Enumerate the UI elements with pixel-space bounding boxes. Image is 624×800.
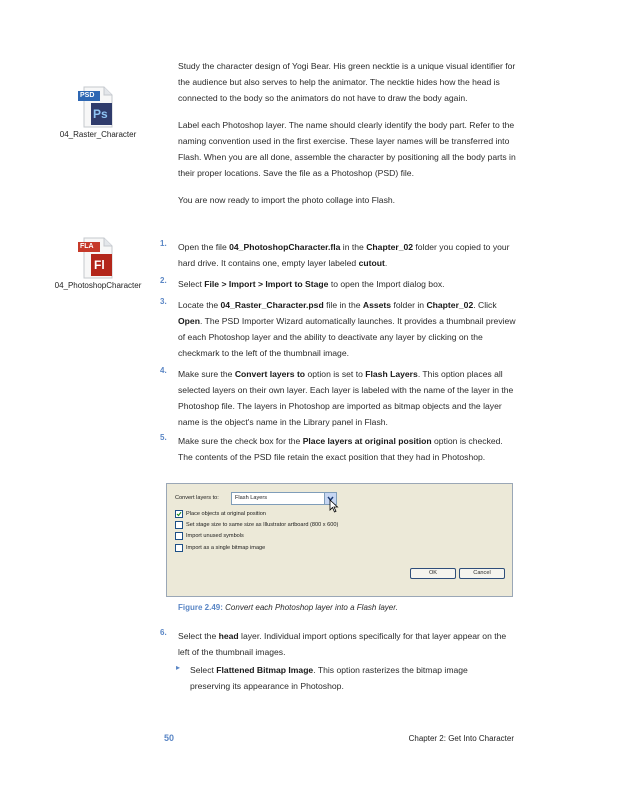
figure-caption [178,603,518,612]
step-number: 4. [160,366,167,375]
step-text: Locate the 04_Raster_Character.psd file in the Assets folder in Chapter_02. Click Open. The PSD Importer Wizard automatically launches. It provides a thumbnail preview of each Photoshop layer and the ability to deactivate any layer by clicking on the checkmark to the left of the thumbnail image. [178,300,516,358]
page-number: 50 [164,733,175,743]
option-single-bitmap[interactable] [175,544,475,553]
convert-layers-select[interactable] [231,492,337,505]
step-text: Make sure the check box for the Place layers at original position option is checked. The contents of the PSD file retain the exact position that they had in Photoshop. [178,436,503,462]
step-5 [160,433,518,465]
step-number: 6. [160,628,167,637]
step-1 [160,239,518,271]
option-label: Import as a single bitmap image [186,545,266,551]
bullet-marker: ▸ [176,663,181,672]
checkbox-unchecked[interactable] [175,544,183,552]
body-column [178,58,518,208]
fl-glyph: Fl [94,258,105,272]
option-label: Place objects at original position [186,511,266,517]
fla-badge: FLA [80,243,94,250]
step-6 [160,628,518,660]
cancel-button[interactable]: Cancel [459,568,505,579]
convert-layers-label: Convert layers to: [175,495,219,501]
photoshop-file-icon [78,86,116,128]
option-set-stage-size[interactable] [175,521,475,530]
chapter-title: Chapter 2: Get Into Character [408,734,514,743]
intro-paragraph-3: You are now ready to import the photo collage into Flash. [178,195,396,205]
intro-paragraph-2: Label each Photoshop layer. The name should clearly identify the body part. Refer to the naming convention used in the first exercise. These layer names will be transferred into Flash. When you are all done, assemble the character by positioning all the body parts in their proper locations. Save the file as a Photoshop (PSD) file. [178,120,516,178]
step-4 [160,366,518,430]
option-place-objects[interactable] [175,510,475,519]
step-number: 3. [160,297,167,306]
figure-text: Convert each Photoshop layer into a Flash layer. [225,603,398,612]
sub-bullet [176,662,510,694]
intro-paragraph-1: Study the character design of Yogi Bear. His green necktie is a unique visual identifier for the audience but also serves to help the animator. The necktie hides how the head is connected to the body so the animators do not have to draw the body again. [178,61,516,103]
psd-file-label: 04_Raster_Character [59,130,137,139]
option-import-unused-symbols[interactable] [175,532,475,541]
option-label: Import unused symbols [186,533,244,539]
step-number: 1. [160,239,167,248]
step-text: Select File > Import > Import to Stage to open the Import dialog box. [178,279,445,289]
option-label: Set stage size to same size as Illustrator artboard (800 x 600) [186,522,339,528]
ok-button[interactable]: OK [410,568,456,579]
flash-file-icon [78,237,116,279]
bullet-text: Select Flattened Bitmap Image. This option rasterizes the bitmap image preserving its appearance in Photoshop. [190,665,468,691]
step-2 [160,276,518,292]
step-text: Make sure the Convert layers to option is set to Flash Layers. This option places all selected layers on their own layer. Each layer is labeled with the name of the layer in the Photoshop file. The layers in Photoshop are imported as bitmap objects and the layer name is the object's name in the Library panel in Flash. [178,369,514,427]
checkbox-unchecked[interactable] [175,521,183,529]
step-text: Select the head layer. Individual import options specifically for that layer appear on the left of the thumbnail images. [178,631,507,657]
fla-file-label: 04_PhotoshopCharacter [54,281,142,290]
step-3 [160,297,518,361]
psd-file-icon-group [40,86,156,142]
ps-glyph: Ps [93,107,108,121]
step-number: 2. [160,276,167,285]
psd-badge: PSD [80,92,95,99]
figure-label: Figure 2.49: [178,603,223,612]
checkbox-unchecked[interactable] [175,532,183,540]
step-text: Open the file 04_PhotoshopCharacter.fla in the Chapter_02 folder you copied to your hard drive. It contains one, empty layer labeled cutout. [178,242,510,268]
checkbox-checked[interactable] [175,510,183,518]
checkmark-icon [176,511,182,517]
step-number: 5. [160,433,167,442]
convert-layers-value: Flash Layers [235,495,268,501]
fla-file-icon-group [40,237,156,293]
import-options-dialog [166,483,513,597]
